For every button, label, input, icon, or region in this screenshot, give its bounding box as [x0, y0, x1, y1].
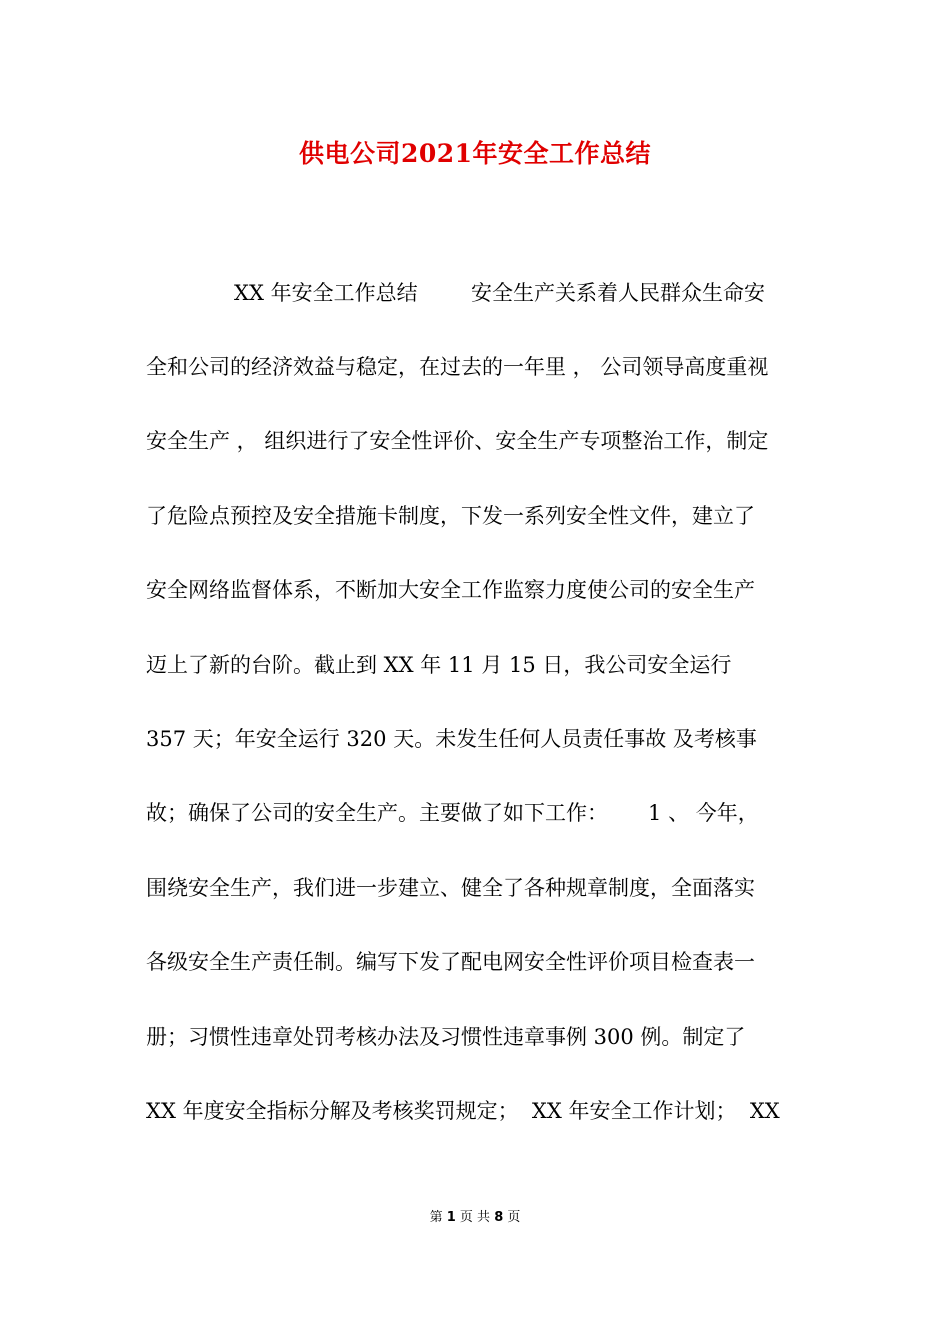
text-line-9: 围绕安全生产，我们进一步建立、健全了各种规章制度，全面落实 — [146, 876, 755, 900]
text-line-11: 册；习惯性违章处罚考核办法及习惯性违章事例 300 例。制定了 — [146, 1025, 746, 1049]
text-line-1-content: XX 年安全工作总结 安全生产关系着人民群众生命安 — [234, 281, 765, 305]
footer-middle: 页 共 — [459, 1210, 491, 1225]
text-line-6: 迈上了新的台阶。截止到 XX 年 11 月 15 日，我公司安全运行 — [146, 653, 732, 677]
page-title: 供电公司2021年安全工作总结 — [298, 139, 652, 168]
footer-prefix: 第 — [429, 1210, 443, 1225]
text-line-12: XX 年度安全指标分解及考核奖罚规定； XX 年安全工作计划； XX — [146, 1099, 780, 1123]
text-line-7: 357 天；年安全运行 320 天。未发生任何人员责任事故 及考核事 — [146, 727, 757, 751]
text-line-4: 了危险点预控及安全措施卡制度，下发一系列安全性文件，建立了 — [146, 504, 755, 528]
text-line-8: 故；确保了公司的安全生产。主要做了如下工作： 1 、 今年， — [146, 801, 759, 825]
footer-total-pages: 8 — [494, 1210, 504, 1225]
text-line-1 — [146, 277, 806, 309]
text-line-5: 安全网络监督体系，不断加大安全工作监察力度使公司的安全生产 — [146, 578, 755, 602]
page-footer — [0, 1208, 950, 1228]
footer-suffix: 页 — [507, 1210, 521, 1225]
footer-page-number: 1 — [446, 1210, 456, 1225]
text-line-2: 全和公司的经济效益与稳定，在过去的一年里 ， 公司领导高度重视 — [146, 355, 769, 379]
text-line-3: 安全生产 ， 组织进行了安全性评价、安全生产专项整治工作，制定 — [146, 429, 769, 453]
text-line-10: 各级安全生产责任制。编写下发了配电网安全性评价项目检查表一 — [146, 950, 755, 974]
